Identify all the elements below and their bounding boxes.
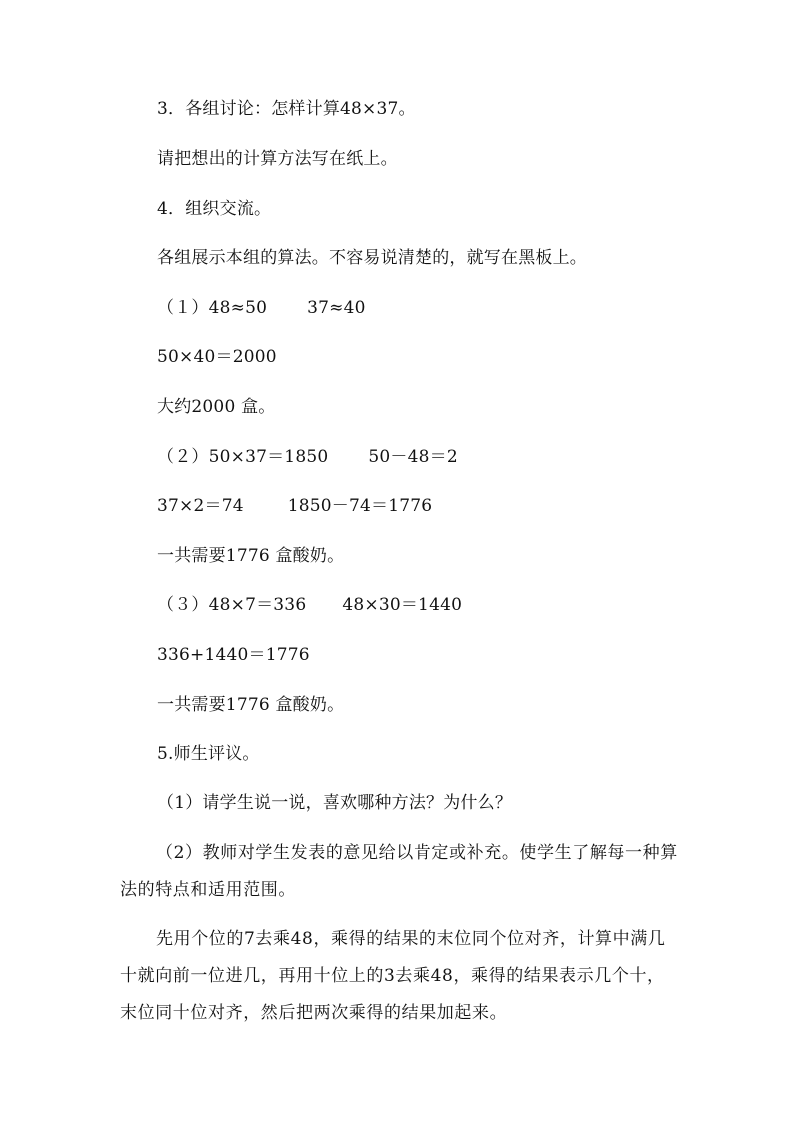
step-3-heading: 3．各组讨论：怎样计算48×37。 [157,99,416,119]
step-5-item-2-paragraph [120,835,680,909]
explanation-text: 先用个位的7去乘48，乘得的结果的末位同个位对齐，计算中满几十就向前一位进几，再用十位上的3去乘48，乘得的结果表示几个十，末位同十位对齐，然后把两次乘得的结果加起来。 [120,929,666,1023]
step-5-item-1: （1）请学生说一说，喜欢哪种方法？为什么？ [157,793,513,813]
method-2-calc-b: 50－48＝2 [368,447,458,467]
explanation-paragraph [120,921,680,1032]
method-3-calc-b: 48×30＝1440 [342,595,463,615]
method-1-approx-48: （１）48≈50 [157,298,268,318]
step-5-item-2-text: （2）教师对学生发表的意见给以肯定或补充。使学生了解每一种算法的特点和适用范围。 [120,843,678,900]
step-4-heading: 4．组织交流。 [157,199,272,219]
method-2-line-1 [157,446,458,468]
method-2-calc-c: 37×2＝74 [157,496,244,516]
method-2-result: 一共需要1776 盒酸奶。 [157,546,345,566]
method-1-result: 大约2000 盒。 [157,397,276,417]
method-3-line-1 [157,594,462,616]
step-4-instruction: 各组展示本组的算法。不容易说清楚的，就写在黑板上。 [157,248,587,268]
step-5-heading: 5.师生评议。 [157,744,260,764]
method-2-line-2 [157,495,432,517]
method-3-calc-a: （３）48×7＝336 [157,595,307,615]
step-3-instruction: 请把想出的计算方法写在纸上。 [157,149,398,169]
method-1-line-1 [157,297,366,319]
method-2-calc-d: 1850－74＝1776 [287,496,433,516]
method-3-result: 一共需要1776 盒酸奶。 [157,695,345,715]
method-2-calc-a: （２）50×37＝1850 [157,447,329,467]
method-3-line-2: 336+1440＝1776 [157,645,310,665]
method-1-line-2: 50×40＝2000 [157,347,277,367]
method-1-approx-37: 37≈40 [307,298,366,318]
